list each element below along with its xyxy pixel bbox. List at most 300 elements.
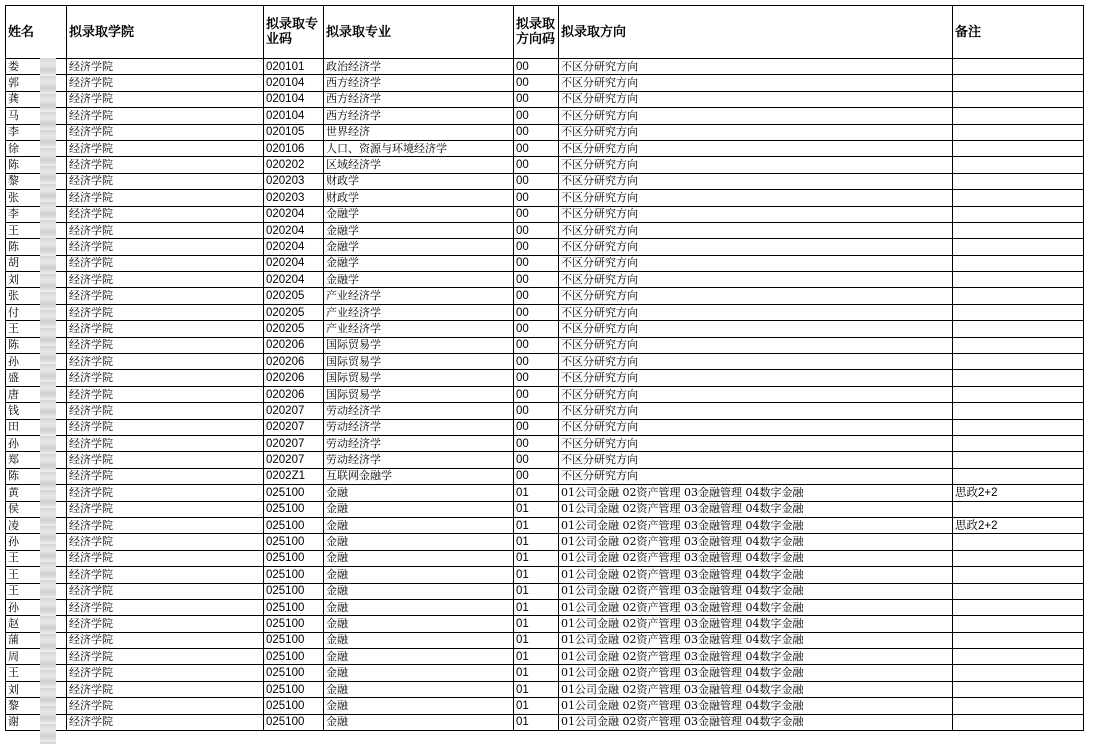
table-row	[6, 140, 1084, 156]
cell-name: 黎	[6, 698, 67, 714]
cell-name: 付	[6, 304, 67, 320]
cell-note	[953, 419, 1084, 435]
cell-note	[953, 616, 1084, 632]
cell-direction-code: 00	[514, 108, 559, 124]
header-name: 姓名	[6, 6, 67, 59]
header-college: 拟录取学院	[67, 6, 264, 59]
cell-direction-code: 01	[514, 681, 559, 697]
cell-major: 劳动经济学	[324, 435, 514, 451]
cell-college: 经济学院	[67, 534, 264, 550]
table-row	[6, 534, 1084, 550]
cell-major: 金融	[324, 567, 514, 583]
table-row	[6, 337, 1084, 353]
cell-college: 经济学院	[67, 567, 264, 583]
cell-major-code: 020104	[264, 91, 324, 107]
cell-college: 经济学院	[67, 681, 264, 697]
cell-note: 思政2+2	[953, 485, 1084, 501]
cell-name: 王	[6, 583, 67, 599]
cell-major: 国际贸易学	[324, 386, 514, 402]
table-row	[6, 517, 1084, 533]
cell-name: 周	[6, 649, 67, 665]
cell-major: 金融	[324, 599, 514, 615]
cell-direction-code: 00	[514, 452, 559, 468]
cell-name: 娄	[6, 59, 67, 75]
cell-major: 金融学	[324, 272, 514, 288]
cell-college: 经济学院	[67, 468, 264, 484]
cell-direction-code: 01	[514, 583, 559, 599]
cell-name: 黎	[6, 173, 67, 189]
cell-college: 经济学院	[67, 272, 264, 288]
cell-name: 盛	[6, 370, 67, 386]
cell-college: 经济学院	[67, 698, 264, 714]
cell-major: 金融学	[324, 206, 514, 222]
cell-name: 王	[6, 567, 67, 583]
cell-note	[953, 91, 1084, 107]
table-row	[6, 173, 1084, 189]
table-row	[6, 206, 1084, 222]
cell-note	[953, 206, 1084, 222]
admission-table	[5, 5, 1084, 731]
cell-major-code: 020101	[264, 59, 324, 75]
header-major: 拟录取专业	[324, 6, 514, 59]
cell-direction-code: 00	[514, 75, 559, 91]
header-row	[6, 6, 1084, 59]
table-row	[6, 550, 1084, 566]
cell-direction: 不区分研究方向	[559, 75, 953, 91]
cell-direction: 不区分研究方向	[559, 403, 953, 419]
cell-college: 经济学院	[67, 419, 264, 435]
cell-direction-code: 00	[514, 255, 559, 271]
table-row	[6, 59, 1084, 75]
cell-note	[953, 665, 1084, 681]
table-row	[6, 124, 1084, 140]
cell-college: 经济学院	[67, 370, 264, 386]
cell-direction-code: 01	[514, 632, 559, 648]
cell-major-code: 020202	[264, 157, 324, 173]
cell-name: 胡	[6, 255, 67, 271]
cell-direction: 不区分研究方向	[559, 272, 953, 288]
cell-college: 经济学院	[67, 517, 264, 533]
cell-major-code: 020207	[264, 419, 324, 435]
cell-major-code: 020204	[264, 222, 324, 238]
cell-college: 经济学院	[67, 599, 264, 615]
cell-major: 劳动经济学	[324, 403, 514, 419]
cell-name: 陈	[6, 337, 67, 353]
cell-direction: 不区分研究方向	[559, 124, 953, 140]
cell-major-code: 020204	[264, 272, 324, 288]
cell-direction-code: 00	[514, 403, 559, 419]
table-row	[6, 370, 1084, 386]
table-row	[6, 419, 1084, 435]
cell-major-code: 020104	[264, 75, 324, 91]
cell-major: 金融	[324, 698, 514, 714]
cell-major-code: 020205	[264, 288, 324, 304]
cell-college: 经济学院	[67, 452, 264, 468]
cell-direction: 01公司金融 02资产管理 03金融管理 04数字金融	[559, 567, 953, 583]
cell-major: 人口、资源与环境经济学	[324, 140, 514, 156]
cell-note	[953, 304, 1084, 320]
cell-note	[953, 354, 1084, 370]
cell-note	[953, 435, 1084, 451]
cell-college: 经济学院	[67, 108, 264, 124]
cell-direction: 不区分研究方向	[559, 239, 953, 255]
cell-major: 西方经济学	[324, 75, 514, 91]
cell-college: 经济学院	[67, 583, 264, 599]
table-row	[6, 321, 1084, 337]
cell-note	[953, 550, 1084, 566]
cell-direction: 01公司金融 02资产管理 03金融管理 04数字金融	[559, 665, 953, 681]
cell-note	[953, 272, 1084, 288]
cell-direction-code: 01	[514, 616, 559, 632]
cell-college: 经济学院	[67, 485, 264, 501]
table-row	[6, 468, 1084, 484]
cell-college: 经济学院	[67, 140, 264, 156]
cell-direction: 不区分研究方向	[559, 59, 953, 75]
cell-college: 经济学院	[67, 632, 264, 648]
cell-major: 金融学	[324, 255, 514, 271]
cell-name: 孙	[6, 534, 67, 550]
cell-note	[953, 255, 1084, 271]
cell-direction-code: 01	[514, 485, 559, 501]
cell-name: 陈	[6, 157, 67, 173]
cell-college: 经济学院	[67, 550, 264, 566]
cell-note	[953, 321, 1084, 337]
cell-major-code: 025100	[264, 501, 324, 517]
table-row	[6, 681, 1084, 697]
table-row	[6, 616, 1084, 632]
cell-major-code: 020206	[264, 354, 324, 370]
cell-note	[953, 108, 1084, 124]
cell-name: 刘	[6, 681, 67, 697]
cell-direction: 不区分研究方向	[559, 354, 953, 370]
cell-college: 经济学院	[67, 124, 264, 140]
cell-note	[953, 649, 1084, 665]
cell-direction: 不区分研究方向	[559, 468, 953, 484]
cell-college: 经济学院	[67, 321, 264, 337]
cell-direction: 01公司金融 02资产管理 03金融管理 04数字金融	[559, 599, 953, 615]
cell-college: 经济学院	[67, 206, 264, 222]
cell-name: 谢	[6, 714, 67, 730]
table-row	[6, 567, 1084, 583]
cell-direction-code: 00	[514, 190, 559, 206]
table-row	[6, 190, 1084, 206]
cell-direction: 01公司金融 02资产管理 03金融管理 04数字金融	[559, 698, 953, 714]
cell-direction-code: 00	[514, 206, 559, 222]
cell-major: 区域经济学	[324, 157, 514, 173]
cell-major: 国际贸易学	[324, 354, 514, 370]
cell-major-code: 020204	[264, 255, 324, 271]
cell-direction-code: 00	[514, 157, 559, 173]
cell-major-code: 025100	[264, 714, 324, 730]
cell-direction-code: 01	[514, 649, 559, 665]
cell-college: 经济学院	[67, 255, 264, 271]
cell-major: 金融	[324, 485, 514, 501]
cell-direction-code: 01	[514, 665, 559, 681]
cell-direction: 01公司金融 02资产管理 03金融管理 04数字金融	[559, 550, 953, 566]
cell-major: 金融	[324, 681, 514, 697]
table-row	[6, 272, 1084, 288]
cell-major-code: 020206	[264, 337, 324, 353]
cell-name: 侯	[6, 501, 67, 517]
cell-note	[953, 190, 1084, 206]
cell-major-code: 020205	[264, 321, 324, 337]
cell-name: 张	[6, 288, 67, 304]
cell-major-code: 020206	[264, 370, 324, 386]
cell-direction: 01公司金融 02资产管理 03金融管理 04数字金融	[559, 485, 953, 501]
header-major-code: 拟录取专业码	[264, 6, 324, 59]
cell-note	[953, 124, 1084, 140]
cell-major: 金融	[324, 616, 514, 632]
cell-major-code: 020207	[264, 403, 324, 419]
table-row	[6, 501, 1084, 517]
cell-name: 陈	[6, 239, 67, 255]
cell-note	[953, 157, 1084, 173]
cell-direction: 不区分研究方向	[559, 288, 953, 304]
cell-direction-code: 00	[514, 337, 559, 353]
cell-name: 王	[6, 222, 67, 238]
cell-note	[953, 534, 1084, 550]
table-row	[6, 435, 1084, 451]
cell-direction-code: 00	[514, 419, 559, 435]
cell-major-code: 020206	[264, 386, 324, 402]
cell-college: 经济学院	[67, 304, 264, 320]
cell-direction-code: 01	[514, 714, 559, 730]
cell-major-code: 025100	[264, 681, 324, 697]
cell-major: 金融	[324, 550, 514, 566]
cell-note	[953, 403, 1084, 419]
cell-name: 黄	[6, 485, 67, 501]
cell-direction: 01公司金融 02资产管理 03金融管理 04数字金融	[559, 616, 953, 632]
cell-direction: 不区分研究方向	[559, 452, 953, 468]
cell-college: 经济学院	[67, 435, 264, 451]
cell-college: 经济学院	[67, 173, 264, 189]
cell-name: 龚	[6, 91, 67, 107]
table-row	[6, 354, 1084, 370]
cell-name: 陈	[6, 468, 67, 484]
cell-college: 经济学院	[67, 649, 264, 665]
cell-direction: 不区分研究方向	[559, 255, 953, 271]
cell-direction: 01公司金融 02资产管理 03金融管理 04数字金融	[559, 681, 953, 697]
cell-major-code: 0202Z1	[264, 468, 324, 484]
cell-major: 国际贸易学	[324, 337, 514, 353]
cell-direction: 不区分研究方向	[559, 173, 953, 189]
table-row	[6, 386, 1084, 402]
cell-name: 刘	[6, 272, 67, 288]
cell-direction: 不区分研究方向	[559, 321, 953, 337]
cell-major-code: 025100	[264, 698, 324, 714]
cell-direction: 不区分研究方向	[559, 419, 953, 435]
cell-college: 经济学院	[67, 239, 264, 255]
cell-college: 经济学院	[67, 403, 264, 419]
header-direction-code: 拟录取方向码	[514, 6, 559, 59]
cell-note	[953, 173, 1084, 189]
cell-direction: 不区分研究方向	[559, 108, 953, 124]
cell-major: 产业经济学	[324, 304, 514, 320]
cell-college: 经济学院	[67, 190, 264, 206]
cell-direction-code: 00	[514, 272, 559, 288]
table-row	[6, 75, 1084, 91]
cell-direction-code: 00	[514, 354, 559, 370]
cell-direction: 不区分研究方向	[559, 91, 953, 107]
table-row	[6, 157, 1084, 173]
table-row	[6, 485, 1084, 501]
cell-major: 金融	[324, 632, 514, 648]
cell-major: 金融学	[324, 222, 514, 238]
cell-major-code: 025100	[264, 632, 324, 648]
cell-direction-code: 00	[514, 59, 559, 75]
cell-major-code: 025100	[264, 616, 324, 632]
cell-note	[953, 59, 1084, 75]
cell-direction: 不区分研究方向	[559, 304, 953, 320]
cell-direction-code: 00	[514, 468, 559, 484]
cell-major: 金融	[324, 665, 514, 681]
cell-major-code: 025100	[264, 665, 324, 681]
cell-major-code: 025100	[264, 567, 324, 583]
cell-note	[953, 714, 1084, 730]
cell-name: 马	[6, 108, 67, 124]
cell-major-code: 025100	[264, 599, 324, 615]
cell-name: 田	[6, 419, 67, 435]
header-note: 备注	[953, 6, 1084, 59]
cell-major-code: 025100	[264, 550, 324, 566]
cell-college: 经济学院	[67, 337, 264, 353]
cell-direction: 01公司金融 02资产管理 03金融管理 04数字金融	[559, 534, 953, 550]
cell-major-code: 020205	[264, 304, 324, 320]
cell-major: 金融	[324, 583, 514, 599]
cell-direction: 不区分研究方向	[559, 222, 953, 238]
cell-major-code: 025100	[264, 517, 324, 533]
cell-direction: 不区分研究方向	[559, 140, 953, 156]
cell-major: 财政学	[324, 190, 514, 206]
cell-direction: 不区分研究方向	[559, 370, 953, 386]
table-row	[6, 222, 1084, 238]
cell-major: 财政学	[324, 173, 514, 189]
cell-name: 王	[6, 665, 67, 681]
cell-direction-code: 01	[514, 534, 559, 550]
cell-name: 王	[6, 550, 67, 566]
cell-college: 经济学院	[67, 91, 264, 107]
cell-note	[953, 337, 1084, 353]
cell-college: 经济学院	[67, 222, 264, 238]
cell-major-code: 020105	[264, 124, 324, 140]
table-row	[6, 599, 1084, 615]
cell-direction: 01公司金融 02资产管理 03金融管理 04数字金融	[559, 649, 953, 665]
cell-note	[953, 501, 1084, 517]
cell-note	[953, 75, 1084, 91]
cell-college: 经济学院	[67, 714, 264, 730]
table-row	[6, 304, 1084, 320]
cell-major-code: 020204	[264, 239, 324, 255]
cell-direction: 不区分研究方向	[559, 157, 953, 173]
cell-major: 互联网金融学	[324, 468, 514, 484]
table-row	[6, 698, 1084, 714]
cell-direction: 01公司金融 02资产管理 03金融管理 04数字金融	[559, 632, 953, 648]
cell-major: 金融学	[324, 239, 514, 255]
cell-note	[953, 632, 1084, 648]
privacy-blur-mask	[40, 58, 56, 744]
cell-major-code: 020207	[264, 435, 324, 451]
cell-name: 孙	[6, 435, 67, 451]
table-row	[6, 714, 1084, 730]
cell-direction: 01公司金融 02资产管理 03金融管理 04数字金融	[559, 501, 953, 517]
cell-college: 经济学院	[67, 354, 264, 370]
table-row	[6, 632, 1084, 648]
cell-major-code: 020106	[264, 140, 324, 156]
cell-major: 金融	[324, 534, 514, 550]
cell-major-code: 025100	[264, 534, 324, 550]
cell-college: 经济学院	[67, 288, 264, 304]
cell-name: 孙	[6, 599, 67, 615]
cell-major: 西方经济学	[324, 91, 514, 107]
cell-direction-code: 00	[514, 140, 559, 156]
cell-name: 钱	[6, 403, 67, 419]
cell-major: 劳动经济学	[324, 419, 514, 435]
cell-note	[953, 452, 1084, 468]
cell-college: 经济学院	[67, 616, 264, 632]
cell-name: 唐	[6, 386, 67, 402]
cell-direction-code: 00	[514, 370, 559, 386]
cell-note: 思政2+2	[953, 517, 1084, 533]
cell-name: 赵	[6, 616, 67, 632]
cell-direction: 不区分研究方向	[559, 337, 953, 353]
cell-major-code: 020203	[264, 190, 324, 206]
table-row	[6, 91, 1084, 107]
table-row	[6, 255, 1084, 271]
cell-note	[953, 567, 1084, 583]
table-row	[6, 288, 1084, 304]
cell-direction-code: 00	[514, 239, 559, 255]
cell-major-code: 020203	[264, 173, 324, 189]
cell-note	[953, 288, 1084, 304]
cell-name: 孙	[6, 354, 67, 370]
cell-name: 郭	[6, 75, 67, 91]
cell-name: 蒲	[6, 632, 67, 648]
cell-direction-code: 00	[514, 222, 559, 238]
cell-note	[953, 698, 1084, 714]
cell-direction-code: 01	[514, 501, 559, 517]
cell-note	[953, 140, 1084, 156]
cell-direction: 不区分研究方向	[559, 206, 953, 222]
cell-note	[953, 386, 1084, 402]
table-row	[6, 665, 1084, 681]
cell-name: 张	[6, 190, 67, 206]
cell-direction-code: 00	[514, 173, 559, 189]
header-direction: 拟录取方向	[559, 6, 953, 59]
cell-major-code: 025100	[264, 649, 324, 665]
cell-major-code: 025100	[264, 583, 324, 599]
cell-name: 王	[6, 321, 67, 337]
cell-major: 世界经济	[324, 124, 514, 140]
cell-major: 政治经济学	[324, 59, 514, 75]
cell-direction-code: 01	[514, 698, 559, 714]
table-row	[6, 239, 1084, 255]
cell-college: 经济学院	[67, 157, 264, 173]
cell-direction-code: 00	[514, 124, 559, 140]
cell-major: 金融	[324, 517, 514, 533]
cell-college: 经济学院	[67, 501, 264, 517]
cell-major: 产业经济学	[324, 288, 514, 304]
cell-note	[953, 468, 1084, 484]
cell-college: 经济学院	[67, 386, 264, 402]
cell-major: 劳动经济学	[324, 452, 514, 468]
cell-major-code: 020204	[264, 206, 324, 222]
table-row	[6, 452, 1084, 468]
cell-major: 金融	[324, 714, 514, 730]
cell-major: 金融	[324, 649, 514, 665]
cell-direction-code: 01	[514, 517, 559, 533]
cell-direction-code: 01	[514, 550, 559, 566]
cell-college: 经济学院	[67, 59, 264, 75]
